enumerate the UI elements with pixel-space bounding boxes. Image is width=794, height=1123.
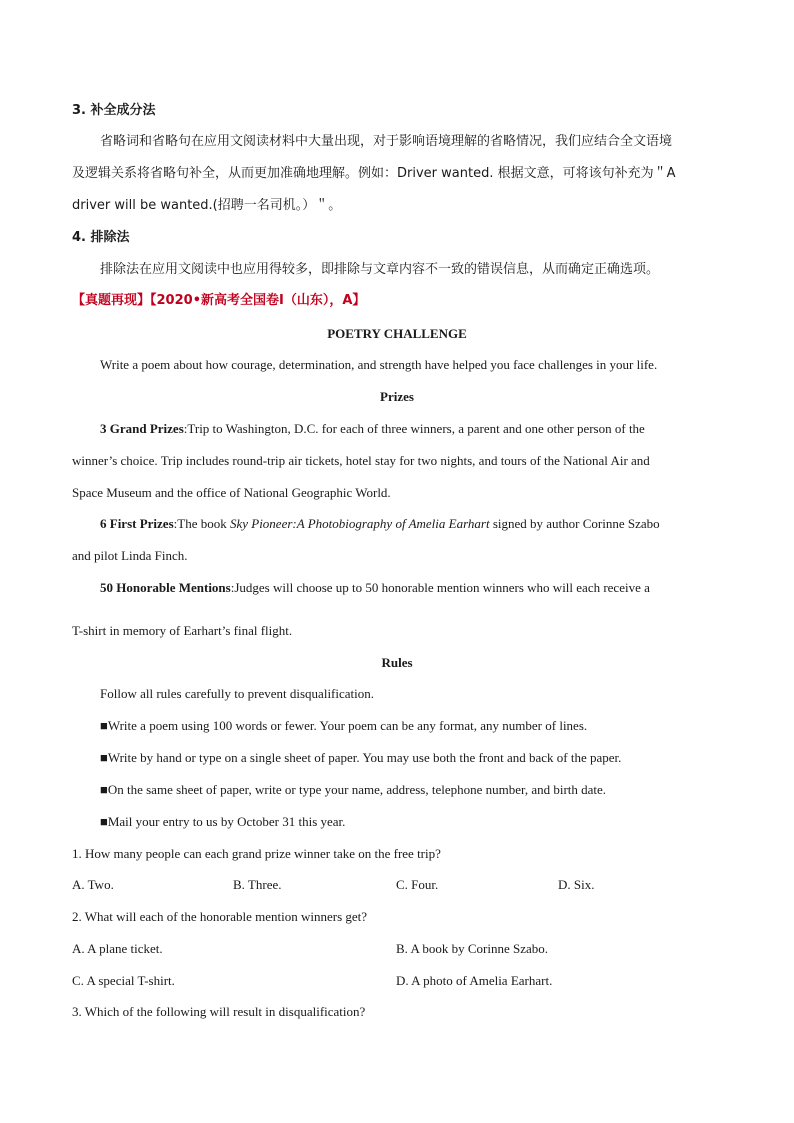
honorable-line-1: 50 Honorable Mentions:Judges will choose up to 50 honorable mention winners who will each receive a bbox=[100, 580, 650, 595]
honorable-label: 50 Honorable Mentions bbox=[100, 580, 231, 595]
prizes-heading: Prizes bbox=[380, 389, 414, 404]
rule-item: ■Write a poem using 100 words or fewer. Your poem can be any format, any number of lines. bbox=[100, 718, 588, 733]
exam-tag-label: 【真题再现】 bbox=[72, 293, 151, 308]
rules-heading: Rules bbox=[381, 655, 413, 670]
exam-source-tag bbox=[72, 292, 365, 310]
honorable-line-2: T-shirt in memory of Earhart’s final flight. bbox=[72, 623, 293, 638]
grand-prizes-label: 3 Grand Prizes bbox=[100, 421, 184, 436]
method-3-heading: 3. 补全成分法 bbox=[72, 103, 156, 118]
q1-option-a: A. Two. bbox=[72, 877, 114, 892]
method-3-line-3: driver will be wanted.(招聘一名司机。）＂。 bbox=[72, 198, 342, 213]
method-3-line-1: 省略词和省略句在应用文阅读材料中大量出现，对于影响语境理解的省略情况，我们应结合全文语境 bbox=[100, 134, 673, 149]
method-4-line-1: 排除法在应用文阅读中也应用得较多，即排除与文章内容不一致的错误信息，从而确定正确选项。 bbox=[100, 262, 660, 277]
grand-prizes-line-1: 3 Grand Prizes:Trip to Washington, D.C. for each of three winners, a parent and one other person of the bbox=[100, 421, 645, 436]
q2-option-a: A. A plane ticket. bbox=[72, 941, 163, 956]
rule-item: ■Mail your entry to us by October 31 this year. bbox=[100, 814, 346, 829]
passage-intro: Write a poem about how courage, determination, and strength have helped you face challenges in your life. bbox=[100, 357, 658, 372]
method-3-line-2: 及逻辑关系将省略句补全，从而更加准确地理解。例如：Driver wanted. 根据文意，可将该句补充为＂A bbox=[72, 166, 676, 181]
first-prizes-label: 6 First Prizes bbox=[100, 516, 174, 531]
passage-title: POETRY CHALLENGE bbox=[327, 326, 467, 341]
method-4-heading: 4. 排除法 bbox=[72, 230, 130, 245]
rule-item: ■On the same sheet of paper, write or type your name, address, telephone number, and birth date. bbox=[100, 782, 607, 797]
rules-intro: Follow all rules carefully to prevent disqualification. bbox=[100, 686, 375, 701]
question-2-stem: 2. What will each of the honorable mention winners get? bbox=[72, 909, 368, 924]
q2-option-d: D. A photo of Amelia Earhart. bbox=[396, 973, 553, 988]
question-3-stem: 3. Which of the following will result in disqualification? bbox=[72, 1004, 366, 1019]
rule-item: ■Write by hand or type on a single sheet of paper. You may use both the front and back of the paper. bbox=[100, 750, 622, 765]
grand-prizes-line-3: Space Museum and the office of National Geographic World. bbox=[72, 485, 391, 500]
q2-option-b: B. A book by Corinne Szabo. bbox=[396, 941, 549, 956]
book-title: Sky Pioneer:A Photobiography of Amelia Earhart bbox=[229, 516, 490, 531]
first-prizes-line-2: and pilot Linda Finch. bbox=[72, 548, 188, 563]
q1-option-d: D. Six. bbox=[558, 877, 595, 892]
question-1-stem: 1. How many people can each grand prize winner take on the free trip? bbox=[72, 846, 441, 861]
grand-prizes-line-2: winner’s choice. Trip includes round-trip air tickets, hotel stay for two nights, and tours of the National Air and bbox=[72, 453, 650, 468]
first-prizes-line-1: 6 First Prizes:The book Sky Pioneer:A Photobiography of Amelia Earhart signed by author Corinne Szabo bbox=[100, 516, 660, 531]
q1-option-b: B. Three. bbox=[233, 877, 282, 892]
q2-option-c: C. A special T-shirt. bbox=[72, 973, 175, 988]
exam-tag-source: 【2020•新高考全国卷Ⅰ（山东），A】 bbox=[150, 293, 366, 308]
q1-option-c: C. Four. bbox=[396, 877, 439, 892]
